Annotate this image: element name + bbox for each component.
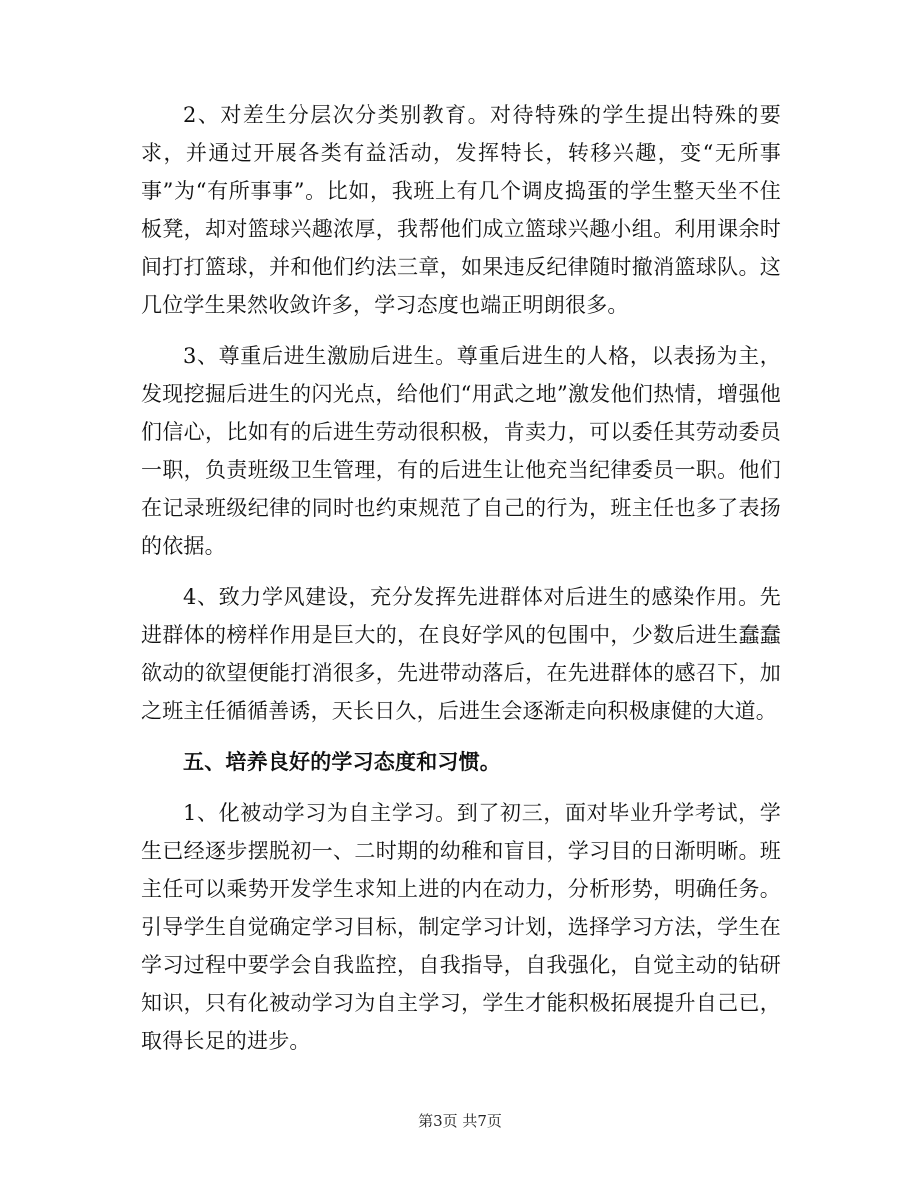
document-body: [141, 96, 781, 1073]
paragraph-item-1: 1、化被动学习为自主学习。到了初三，面对毕业升学考试，学生已经逐步摆脱初一、二时期的幼稚和盲目，学习目的日渐明晰。班主任可以乘势开发学生求知上进的内在动力，分析形势，明确任务。引导学生自觉确定学习目标，制定学习计划，选择学习方法，学生在学习过程中要学会自我监控，自我指导，自我强化，自觉主动的钻研知识，只有化被动学习为自主学习，学生才能积极拓展提升自己已，取得长足的进步。: [141, 801, 781, 1053]
section-heading-5: 五、培养良好的学习态度和习惯。: [183, 749, 501, 774]
page-number-footer: 第3页 共7页: [418, 1112, 502, 1130]
paragraph-item-4: 4、致力学风建设，充分发挥先进群体对后进生的感染作用。先进群体的榜样作用是巨大的，在良好学风的包围中，少数后进生蠢蠢欲动的欲望便能打消很多，先进带动落后，在先进群体的感召下，加之班主任循循善诱，天长日久，后进生会逐渐走向积极康健的大道。: [141, 585, 781, 723]
paragraph-item-3: 3、尊重后进生激励后进生。尊重后进生的人格，以表扬为主，发现挖掘后进生的闪光点，给他们“用武之地”激发他们热情，增强他们信心，比如有的后进生劳动很积极，肯卖力，可以委任其劳动委员一职，负责班级卫生管理，有的后进生让他充当纪律委员一职。他们在记录班级纪律的同时也约束规范了自己的行为，班主任也多了表扬的依据。: [141, 344, 781, 558]
paragraph-item-2: 2、对差生分层次分类别教育。对待特殊的学生提出特殊的要求，并通过开展各类有益活动，发挥特长，转移兴趣，变“无所事事”为“有所事事”。比如，我班上有几个调皮捣蛋的学生整天坐不住板凳，却对篮球兴趣浓厚，我帮他们成立篮球兴趣小组。利用课余时间打打篮球，并和他们约法三章，如果违反纪律随时撤消篮球队。这几位学生果然收敛许多，学习态度也端正明朗很多。: [141, 103, 781, 317]
